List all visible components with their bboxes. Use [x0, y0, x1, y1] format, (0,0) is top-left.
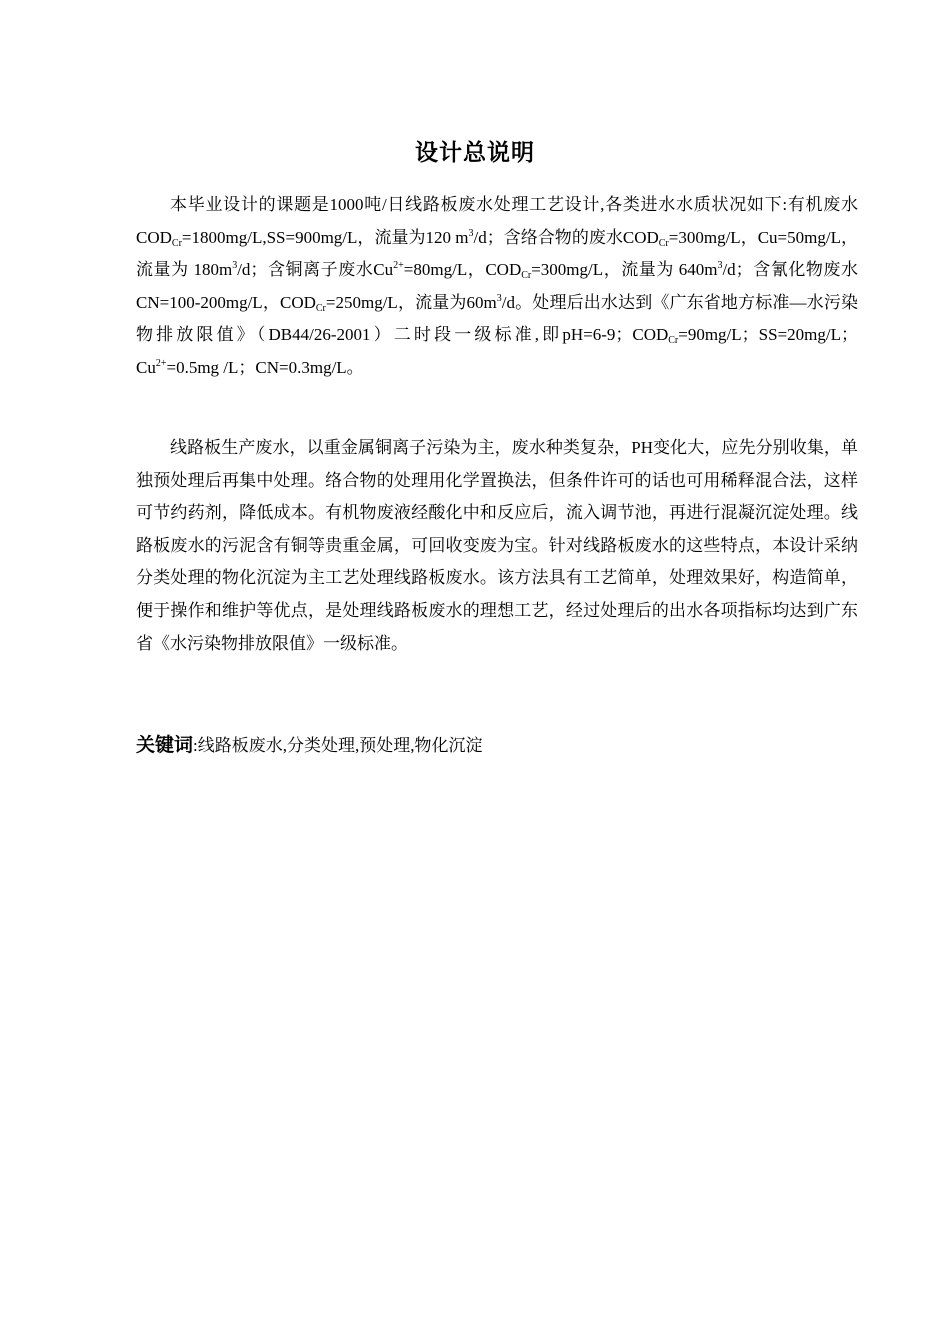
subscript: Cr	[668, 335, 679, 347]
superscript: 3	[496, 292, 502, 304]
subscript: Cr	[171, 237, 182, 249]
superscript: 3	[717, 260, 723, 272]
text-run: =1800mg/L,SS=900mg/L，流量为120 m	[181, 227, 469, 247]
intro-paragraph	[136, 189, 858, 385]
text-run: =90mg/L；SS=20mg/L；Cu	[136, 325, 858, 377]
text-run: =0.5mg /L；CN=0.3mg/L。	[166, 357, 364, 377]
text-run: /d；含络合物的废水COD	[473, 227, 659, 247]
superscript: 3	[468, 227, 474, 239]
process-paragraph-container	[136, 432, 858, 660]
text-run: /d。处理后出水达到《广东省地方标准—水污染物排放限值》（DB44/26-2001）二时段一级标准,即pH=6-9；COD	[136, 292, 858, 345]
text-run: =250mg/L，流量为60m	[325, 292, 497, 312]
keywords-label: 关键词	[136, 734, 194, 756]
text-run: 本毕业设计的课题是1000吨/日线路板废水处理工艺设计,各类进水水质状况如下:有机废水COD	[136, 195, 858, 247]
intro-paragraph-container	[136, 189, 858, 385]
subscript: Cr	[658, 237, 669, 249]
subscript: Cr	[315, 302, 326, 314]
text-run: /d；含铜离子废水Cu	[237, 260, 394, 280]
process-paragraph: 线路板生产废水，以重金属铜离子污染为主，废水种类复杂，PH变化大，应先分别收集，单独预处理后再集中处理。络合物的处理用化学置换法，但条件许可的话也可用稀释混合法，这样可节约药剂，降低成本。有机物废液经酸化中和反应后，流入调节池，再进行混凝沉淀处理。线路板废水的污泥含有铜等贵重金属，可回收变废为宝。针对线路板废水的这些特点，本设计采纳分类处理的物化沉淀为主工艺处理线路板废水。该方法具有工艺简单，处理效果好，构造简单，便于操作和维护等优点，是处理线路板废水的理想工艺，经过处理后的出水各项指标均达到广东省《水污染物排放限值》一级标准。	[136, 438, 858, 653]
text-run: =300mg/L，流量为 640m	[531, 260, 718, 280]
keywords-line	[136, 728, 858, 763]
text-run: /d；含氰化物废水CN=100-200mg/L，COD	[136, 260, 858, 312]
text-run: =80mg/L，COD	[403, 260, 522, 280]
superscript: 3	[232, 260, 238, 272]
superscript: 2+	[155, 357, 167, 369]
keywords-text: 线路板废水,分类处理,预处理,物化沉淀	[197, 736, 483, 755]
subscript: Cr	[521, 270, 532, 282]
text-run: =300mg/L，Cu=50mg/L，流量为 180m	[136, 227, 858, 280]
superscript: 2+	[393, 260, 404, 272]
page-title: 设计总说明	[415, 140, 535, 166]
keywords-colon: :	[193, 736, 198, 755]
